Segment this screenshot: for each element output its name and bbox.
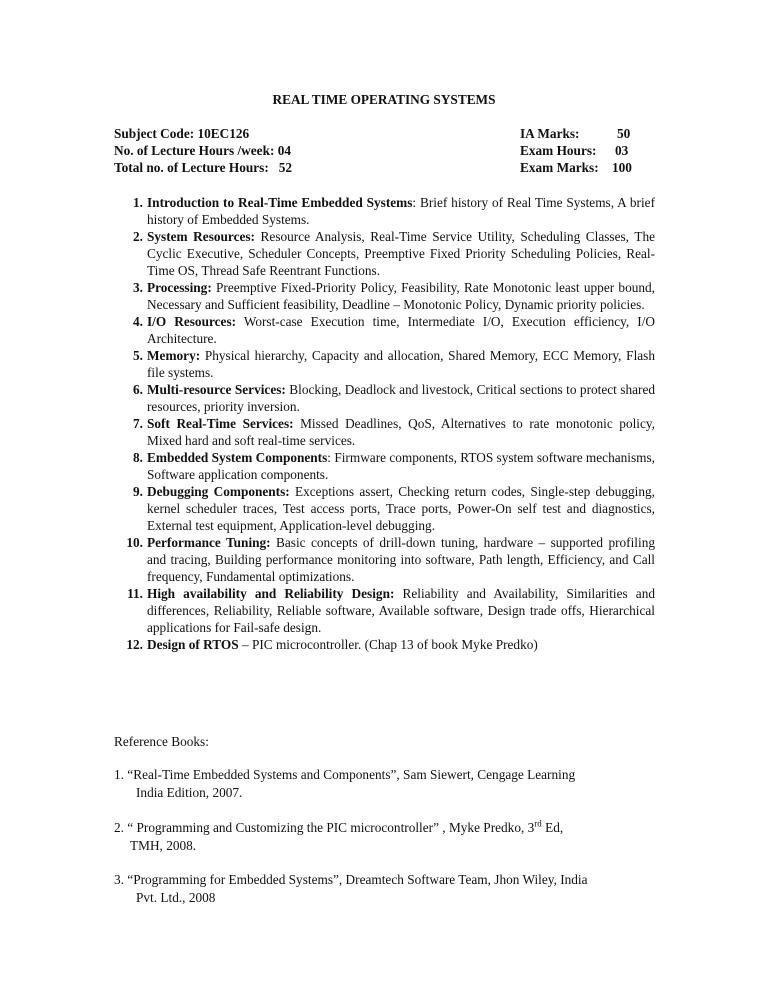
list-item: 8. Embedded System Components: Firmware components, RTOS system software mechanisms, Software application components.: [133, 450, 655, 482]
document-title: REAL TIME OPERATING SYSTEMS: [272, 92, 496, 107]
list-item: 11. High availability and Reliability Design: Reliability and Availability, Similarities and differences, Reliability, Reliable software, Available software, Design trade offs, Hierarchical applications for Fail-safe design.: [127, 586, 655, 635]
list-item: 4. I/O Resources: Worst-case Execution time, Intermediate I/O, Execution efficiency, I/O Architecture.: [133, 314, 655, 346]
subject-meta-right: [520, 125, 632, 176]
list-item: 9. Debugging Components: Exceptions assert, Checking return codes, Single-step debugging, kernel scheduler traces, Test access ports, Trace ports, Power-On self test and diagnostics, External test equipment, Application-level debugging.: [133, 484, 655, 533]
list-item: 2. System Resources: Resource Analysis, Real-Time Service Utility, Scheduling Classes, The Cyclic Executive, Scheduler Concepts, Preemptive Fixed Priority Scheduling Policies, Real-Time OS, Thread Safe Reentrant Functions.: [133, 229, 655, 278]
list-item: 3. Processing: Preemptive Fixed-Priority Policy, Feasibility, Rate Monotonic least upper bound, Necessary and Sufficient feasibility, Deadline – Monotonic Policy, Dynamic priority policies.: [133, 280, 655, 312]
list-item: 12. Design of RTOS – PIC microcontroller. (Chap 13 of book Myke Predko): [126, 637, 538, 652]
topic-list: [126, 194, 655, 653]
exam-marks: Exam Marks: 100: [520, 160, 632, 175]
ia-marks: IA Marks: 50: [520, 126, 631, 141]
reference-item-2: 2. “ Programming and Customizing the PIC microcontroller” , Myke Predko, 3rd Ed, TMH, 2008.: [114, 818, 564, 853]
total-lecture-hours: Total no. of Lecture Hours: 52: [114, 160, 293, 175]
list-item: 6. Multi-resource Services: Blocking, Deadlock and livestock, Critical sections to protect shared resources, priority inversion.: [133, 382, 655, 414]
exam-hours: Exam Hours: 03: [520, 143, 629, 158]
reference-item-3: 3. “Programming for Embedded Systems”, Dreamtech Software Team, Jhon Wiley, India Pvt. Ltd., 2008: [114, 872, 588, 905]
list-item: 7. Soft Real-Time Services: Missed Deadlines, QoS, Alternatives to rate monotonic policy, Mixed hard and soft real-time services.: [133, 416, 655, 448]
lecture-hours-per-week: No. of Lecture Hours /week: 04: [114, 143, 292, 158]
reference-books-heading: Reference Books:: [114, 734, 209, 749]
reference-item-1: 1. “Real-Time Embedded Systems and Components”, Sam Siewert, Cengage Learning India Edition, 2007.: [114, 767, 576, 800]
list-item: 5. Memory: Physical hierarchy, Capacity and allocation, Shared Memory, ECC Memory, Flash file systems.: [133, 348, 655, 380]
list-item: 10. Performance Tuning: Basic concepts of drill-down tuning, hardware – supported profiling and tracing, Building performance monitoring into software, Path length, Efficiency, and Call frequency, Fundamental optimizations.: [126, 535, 655, 584]
subject-code: Subject Code: 10EC126: [114, 126, 250, 141]
subject-meta-left: [114, 125, 292, 176]
list-item: 1. Introduction to Real-Time Embedded Systems: Brief history of Real Time Systems, A brief history of Embedded Systems.: [133, 195, 655, 227]
